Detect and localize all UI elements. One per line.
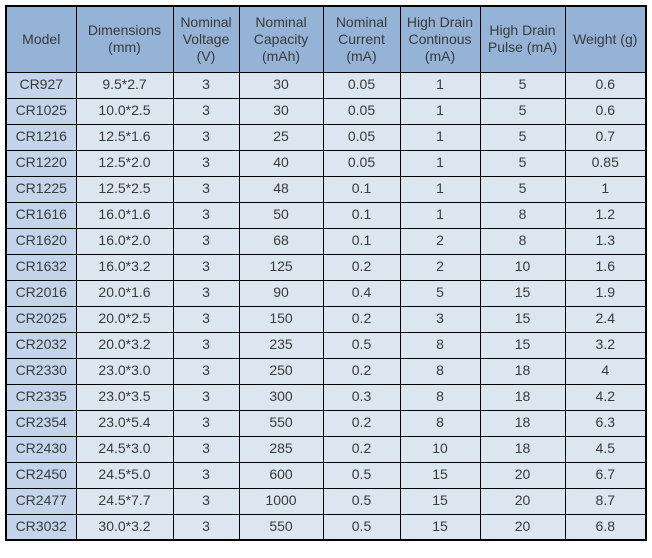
data-cell: 150 bbox=[239, 306, 323, 332]
data-cell: 8 bbox=[480, 228, 565, 254]
data-cell: 0.05 bbox=[323, 150, 400, 176]
column-header-high-drain-pulse: High Drain Pulse (mA) bbox=[480, 6, 565, 72]
data-cell: 1.3 bbox=[565, 228, 646, 254]
data-cell: 20.0*3.2 bbox=[76, 332, 173, 358]
data-cell: 1.6 bbox=[565, 254, 646, 280]
data-cell: 18 bbox=[480, 384, 565, 410]
data-cell: 0.7 bbox=[565, 124, 646, 150]
data-cell: 48 bbox=[239, 176, 323, 202]
data-cell: 25 bbox=[239, 124, 323, 150]
table-row bbox=[6, 280, 646, 306]
table-row bbox=[6, 150, 646, 176]
data-cell: 15 bbox=[480, 332, 565, 358]
data-cell: 2 bbox=[400, 254, 480, 280]
data-cell: 6.7 bbox=[565, 462, 646, 488]
table-row bbox=[6, 306, 646, 332]
data-cell: 20.0*1.6 bbox=[76, 280, 173, 306]
data-cell: 3 bbox=[173, 280, 239, 306]
data-cell: 1.9 bbox=[565, 280, 646, 306]
model-cell: CR1616 bbox=[6, 202, 76, 228]
data-cell: 4 bbox=[565, 358, 646, 384]
data-cell: 5 bbox=[480, 150, 565, 176]
data-cell: 1000 bbox=[239, 488, 323, 514]
table-row bbox=[6, 332, 646, 358]
column-header-nominal-voltage: Nominal Voltage (V) bbox=[173, 6, 239, 72]
model-cell: CR2430 bbox=[6, 436, 76, 462]
data-cell: 235 bbox=[239, 332, 323, 358]
model-cell: CR2450 bbox=[6, 462, 76, 488]
data-cell: 16.0*1.6 bbox=[76, 202, 173, 228]
data-cell: 20 bbox=[480, 488, 565, 514]
data-cell: 3 bbox=[173, 410, 239, 436]
model-cell: CR1225 bbox=[6, 176, 76, 202]
data-cell: 90 bbox=[239, 280, 323, 306]
data-cell: 0.1 bbox=[323, 202, 400, 228]
column-header-high-drain-continous: High Drain Continous (mA) bbox=[400, 6, 480, 72]
data-cell: 8 bbox=[400, 332, 480, 358]
data-cell: 3 bbox=[173, 358, 239, 384]
data-cell: 300 bbox=[239, 384, 323, 410]
table-row bbox=[6, 410, 646, 436]
data-cell: 10.0*2.5 bbox=[76, 98, 173, 124]
data-cell: 12.5*2.0 bbox=[76, 150, 173, 176]
table-row bbox=[6, 228, 646, 254]
model-cell: CR2330 bbox=[6, 358, 76, 384]
table-body bbox=[6, 72, 646, 540]
table-row bbox=[6, 124, 646, 150]
data-cell: 0.5 bbox=[323, 488, 400, 514]
table-row bbox=[6, 72, 646, 98]
column-header-dimensions: Dimensions (mm) bbox=[76, 6, 173, 72]
table-row bbox=[6, 358, 646, 384]
model-cell: CR1620 bbox=[6, 228, 76, 254]
data-cell: 15 bbox=[480, 306, 565, 332]
data-cell: 24.5*7.7 bbox=[76, 488, 173, 514]
model-cell: CR1220 bbox=[6, 150, 76, 176]
data-cell: 0.05 bbox=[323, 124, 400, 150]
data-cell: 68 bbox=[239, 228, 323, 254]
data-cell: 16.0*3.2 bbox=[76, 254, 173, 280]
data-cell: 0.3 bbox=[323, 384, 400, 410]
data-cell: 3 bbox=[173, 72, 239, 98]
data-cell: 8 bbox=[400, 410, 480, 436]
data-cell: 15 bbox=[400, 514, 480, 540]
data-cell: 3 bbox=[173, 176, 239, 202]
data-cell: 3 bbox=[173, 202, 239, 228]
table-row bbox=[6, 98, 646, 124]
data-cell: 1 bbox=[400, 150, 480, 176]
data-cell: 23.0*3.5 bbox=[76, 384, 173, 410]
model-cell: CR1025 bbox=[6, 98, 76, 124]
table-row bbox=[6, 436, 646, 462]
data-cell: 6.8 bbox=[565, 514, 646, 540]
data-cell: 0.1 bbox=[323, 176, 400, 202]
data-cell: 2 bbox=[400, 228, 480, 254]
model-cell: CR3032 bbox=[6, 514, 76, 540]
data-cell: 3 bbox=[173, 228, 239, 254]
data-cell: 0.5 bbox=[323, 514, 400, 540]
model-cell: CR2032 bbox=[6, 332, 76, 358]
data-cell: 30 bbox=[239, 72, 323, 98]
data-cell: 23.0*3.0 bbox=[76, 358, 173, 384]
data-cell: 285 bbox=[239, 436, 323, 462]
data-cell: 12.5*1.6 bbox=[76, 124, 173, 150]
model-cell: CR1632 bbox=[6, 254, 76, 280]
data-cell: 9.5*2.7 bbox=[76, 72, 173, 98]
data-cell: 5 bbox=[480, 176, 565, 202]
data-cell: 20 bbox=[480, 462, 565, 488]
data-cell: 50 bbox=[239, 202, 323, 228]
data-cell: 3 bbox=[173, 306, 239, 332]
data-cell: 3 bbox=[173, 462, 239, 488]
data-cell: 24.5*5.0 bbox=[76, 462, 173, 488]
data-cell: 2.4 bbox=[565, 306, 646, 332]
data-cell: 15 bbox=[400, 488, 480, 514]
data-cell: 30 bbox=[239, 98, 323, 124]
data-cell: 23.0*5.4 bbox=[76, 410, 173, 436]
data-cell: 3.2 bbox=[565, 332, 646, 358]
data-cell: 1 bbox=[400, 98, 480, 124]
data-cell: 24.5*3.0 bbox=[76, 436, 173, 462]
data-cell: 5 bbox=[480, 124, 565, 150]
data-cell: 3 bbox=[400, 306, 480, 332]
data-cell: 1 bbox=[400, 72, 480, 98]
data-cell: 5 bbox=[400, 280, 480, 306]
data-cell: 0.1 bbox=[323, 228, 400, 254]
column-header-nominal-current: Nominal Current (mA) bbox=[323, 6, 400, 72]
data-cell: 18 bbox=[480, 436, 565, 462]
table-row bbox=[6, 202, 646, 228]
data-cell: 4.2 bbox=[565, 384, 646, 410]
data-cell: 250 bbox=[239, 358, 323, 384]
column-header-nominal-capacity: Nominal Capacity (mAh) bbox=[239, 6, 323, 72]
data-cell: 550 bbox=[239, 410, 323, 436]
data-cell: 0.6 bbox=[565, 98, 646, 124]
data-cell: 1 bbox=[400, 124, 480, 150]
model-cell: CR2025 bbox=[6, 306, 76, 332]
data-cell: 8 bbox=[400, 384, 480, 410]
data-cell: 20.0*2.5 bbox=[76, 306, 173, 332]
data-cell: 3 bbox=[173, 150, 239, 176]
table-row bbox=[6, 462, 646, 488]
table-row bbox=[6, 384, 646, 410]
data-cell: 30.0*3.2 bbox=[76, 514, 173, 540]
table-row bbox=[6, 488, 646, 514]
data-cell: 8.7 bbox=[565, 488, 646, 514]
data-cell: 0.2 bbox=[323, 410, 400, 436]
data-cell: 3 bbox=[173, 98, 239, 124]
data-cell: 8 bbox=[400, 358, 480, 384]
data-cell: 6.3 bbox=[565, 410, 646, 436]
data-cell: 4.5 bbox=[565, 436, 646, 462]
data-cell: 1.2 bbox=[565, 202, 646, 228]
data-cell: 0.05 bbox=[323, 98, 400, 124]
data-cell: 0.85 bbox=[565, 150, 646, 176]
data-cell: 1 bbox=[565, 176, 646, 202]
data-cell: 15 bbox=[480, 280, 565, 306]
data-cell: 12.5*2.5 bbox=[76, 176, 173, 202]
battery-spec-table bbox=[5, 5, 647, 541]
data-cell: 3 bbox=[173, 332, 239, 358]
data-cell: 18 bbox=[480, 358, 565, 384]
table-row bbox=[6, 176, 646, 202]
data-cell: 0.2 bbox=[323, 436, 400, 462]
data-cell: 3 bbox=[173, 254, 239, 280]
table-row bbox=[6, 254, 646, 280]
model-cell: CR2016 bbox=[6, 280, 76, 306]
data-cell: 0.2 bbox=[323, 254, 400, 280]
data-cell: 5 bbox=[480, 98, 565, 124]
data-cell: 3 bbox=[173, 384, 239, 410]
data-cell: 16.0*2.0 bbox=[76, 228, 173, 254]
data-cell: 0.6 bbox=[565, 72, 646, 98]
column-header-model: Model bbox=[6, 6, 76, 72]
model-cell: CR927 bbox=[6, 72, 76, 98]
data-cell: 3 bbox=[173, 436, 239, 462]
column-header-weight: Weight (g) bbox=[565, 6, 646, 72]
data-cell: 0.2 bbox=[323, 306, 400, 332]
data-cell: 8 bbox=[480, 202, 565, 228]
data-cell: 0.05 bbox=[323, 72, 400, 98]
data-cell: 0.2 bbox=[323, 358, 400, 384]
data-cell: 600 bbox=[239, 462, 323, 488]
data-cell: 3 bbox=[173, 124, 239, 150]
model-cell: CR1216 bbox=[6, 124, 76, 150]
table-header bbox=[6, 6, 646, 72]
model-cell: CR2335 bbox=[6, 384, 76, 410]
header-row bbox=[6, 6, 646, 72]
data-cell: 5 bbox=[480, 72, 565, 98]
table-row bbox=[6, 514, 646, 540]
data-cell: 10 bbox=[400, 436, 480, 462]
model-cell: CR2477 bbox=[6, 488, 76, 514]
data-cell: 125 bbox=[239, 254, 323, 280]
data-cell: 0.5 bbox=[323, 332, 400, 358]
data-cell: 18 bbox=[480, 410, 565, 436]
data-cell: 1 bbox=[400, 176, 480, 202]
data-cell: 3 bbox=[173, 488, 239, 514]
data-cell: 20 bbox=[480, 514, 565, 540]
data-cell: 0.4 bbox=[323, 280, 400, 306]
data-cell: 40 bbox=[239, 150, 323, 176]
data-cell: 15 bbox=[400, 462, 480, 488]
data-cell: 550 bbox=[239, 514, 323, 540]
model-cell: CR2354 bbox=[6, 410, 76, 436]
data-cell: 1 bbox=[400, 202, 480, 228]
data-cell: 10 bbox=[480, 254, 565, 280]
data-cell: 0.5 bbox=[323, 462, 400, 488]
data-cell: 3 bbox=[173, 514, 239, 540]
